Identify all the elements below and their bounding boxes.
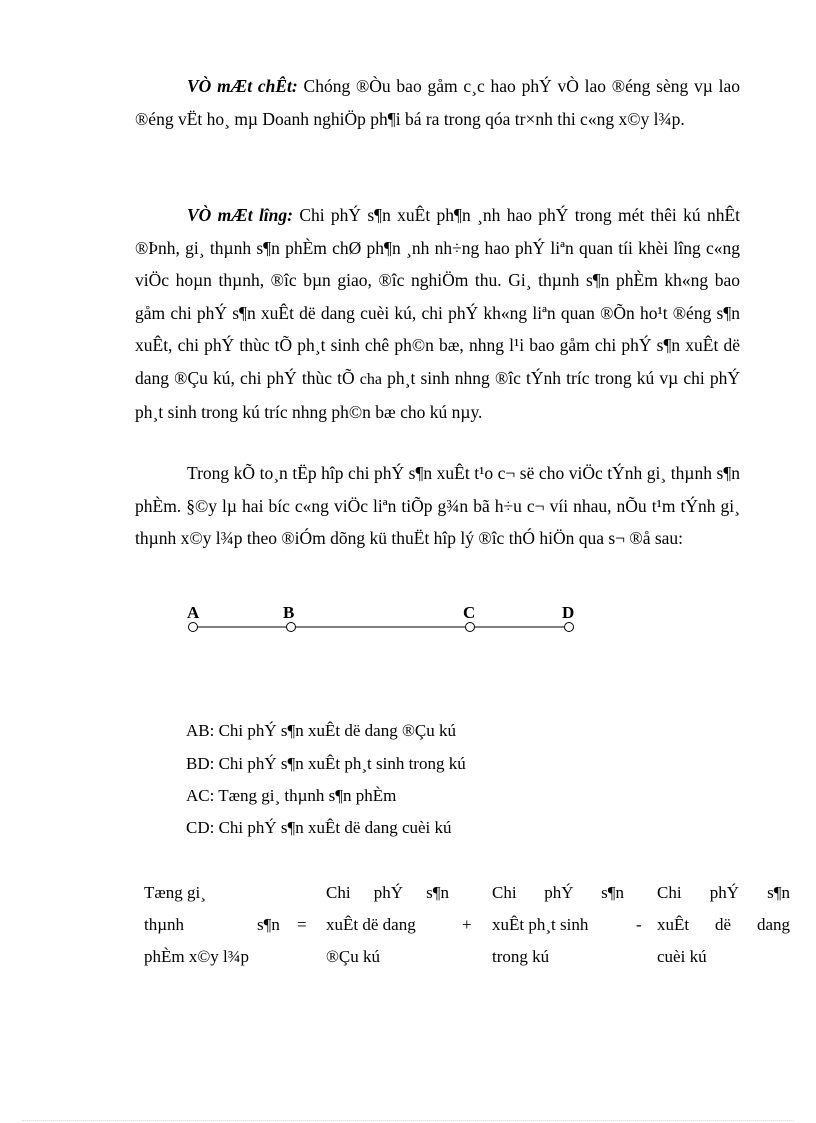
text-line: khèi lîng c«ng viÖc hoµn thµnh, ®îc bµn giao, ®îc nghiÖm thu. Gi¸ thµnh (135, 237, 740, 290)
point-c-label: C (463, 603, 476, 622)
paragraph-heading: VÒ mÆt chÊt: (187, 76, 298, 96)
text-line: x©y l¾p. (618, 108, 685, 129)
formula-term3-line3: cuèi kú (657, 947, 707, 966)
text-line: liªn quan ®Õn ho¹t ®éng s¶n xuÊt, chi phÝ thùc tÕ ph¸t sinh chê ph©n bæ, (135, 302, 740, 355)
formula-equals-sign: = (297, 915, 307, 934)
formula-lhs-line3: phÈm x©y l¾p (144, 947, 249, 966)
term-word: s¶n (601, 883, 624, 902)
point-d-label: D (562, 603, 575, 622)
text-line: hiÖn qua s¬ ®å sau: (539, 528, 684, 548)
formula-term3-line1 (657, 883, 790, 903)
legend-bd: BD: Chi phÝ s¶n xuÊt ph¸t sinh trong kú (186, 754, 466, 773)
formula-lhs-line1: Tæng gi¸ (144, 883, 206, 902)
formula-term2-line2: xuÊt ph¸t sinh (492, 915, 589, 934)
formula-term2-line3: trong kú (492, 947, 550, 966)
text-line: s¶n phÈm kh«ng bao gåm chi phÝ s¶n xuÊt dë dang cuèi kú, chi phÝ kh«ng (135, 270, 741, 323)
point-a-label: A (187, 603, 200, 622)
text-line: nhÊt ®Þnh, gi¸ thµnh s¶n phÈm chØ ph¶n ¸nh nh÷ng hao phÝ liªn quan tíi (135, 205, 741, 258)
text-line: nhng ph©n bæ cho kú nµy. (292, 402, 483, 422)
point-b-label: B (283, 603, 295, 622)
formula-plus-sign: + (462, 915, 472, 934)
page-bottom-border (22, 1120, 794, 1121)
term-word: s¶n (767, 883, 790, 902)
formula-term2-line1 (492, 883, 624, 903)
formula-term1-line2: xuÊt dë dang (326, 915, 416, 934)
term-word: Chi (326, 883, 351, 902)
term-word: dë (715, 915, 732, 934)
term-word: phÝ (373, 883, 403, 902)
formula-lhs-line2b: s¶n (257, 915, 280, 934)
text-line: nhng l¹i bao gåm chi phÝ s¶n xuÊt dë dang ®Çu kú, chi phÝ thùc tÕ (135, 335, 740, 388)
text-line: ph¸t sinh nhng ®îc tÝnh tríc trong kú vµ chi phÝ ph¸t sinh trong kú tríc (135, 367, 741, 422)
text-line: Chi phÝ s¶n xuÊt ph¶n ¸nh hao phÝ trong mét thêi kú (299, 205, 701, 225)
paragraph-heading: VÒ mÆt lîng: (187, 205, 293, 225)
legend-ab: AB: Chi phÝ s¶n xuÊt dë dang ®Çu kú (186, 721, 456, 740)
legend-cd: CD: Chi phÝ s¶n xuÊt dë dang cuèi kú (186, 818, 452, 837)
term-word: phÝ (709, 883, 739, 902)
text-line: Trong kÕ to¸n tËp hîp chi phÝ s¶n xuÊt t¹o c¬ së cho viÖc tÝnh gi¸ (187, 463, 667, 483)
term-word: s¶n (426, 883, 449, 902)
formula-minus-sign: - (636, 915, 642, 934)
term-word: Chi (657, 883, 682, 902)
text-line: nÕu t¹m tÝnh gi¸ thµnh x©y l¾p theo ®iÓm dõng kü thuËt hîp lý ®îc thÓ (135, 495, 740, 548)
formula-term3-line2 (657, 915, 790, 935)
term-word: Chi (492, 883, 517, 902)
text-line: vµ lao ®éng vËt ho¸ mµ Doanh nghiÖp ph¶i bá ra trong qóa tr×nh thi c«ng (135, 76, 741, 129)
text-line: Chóng ®Òu bao gåm c¸c hao phÝ vÒ lao ®éng sèng (303, 76, 689, 96)
formula-term1-line3: ®Çu kú (326, 947, 381, 966)
formula-lhs-line2a: thµnh (144, 915, 185, 934)
term-word: xuÊt (657, 915, 690, 934)
trailing-word: cha (359, 370, 382, 388)
legend-ac: AC: Tæng gi¸ thµnh s¶n phÈm (186, 786, 397, 805)
term-word: dang (756, 915, 790, 934)
text-line: thµnh s¶n phÈm. §©y lµ hai bíc c«ng viÖc liªn tiÕp g¾n bã h÷u c¬ víi nhau, (135, 463, 741, 516)
term-word: phÝ (544, 883, 574, 902)
formula-term1-line1 (326, 883, 449, 903)
